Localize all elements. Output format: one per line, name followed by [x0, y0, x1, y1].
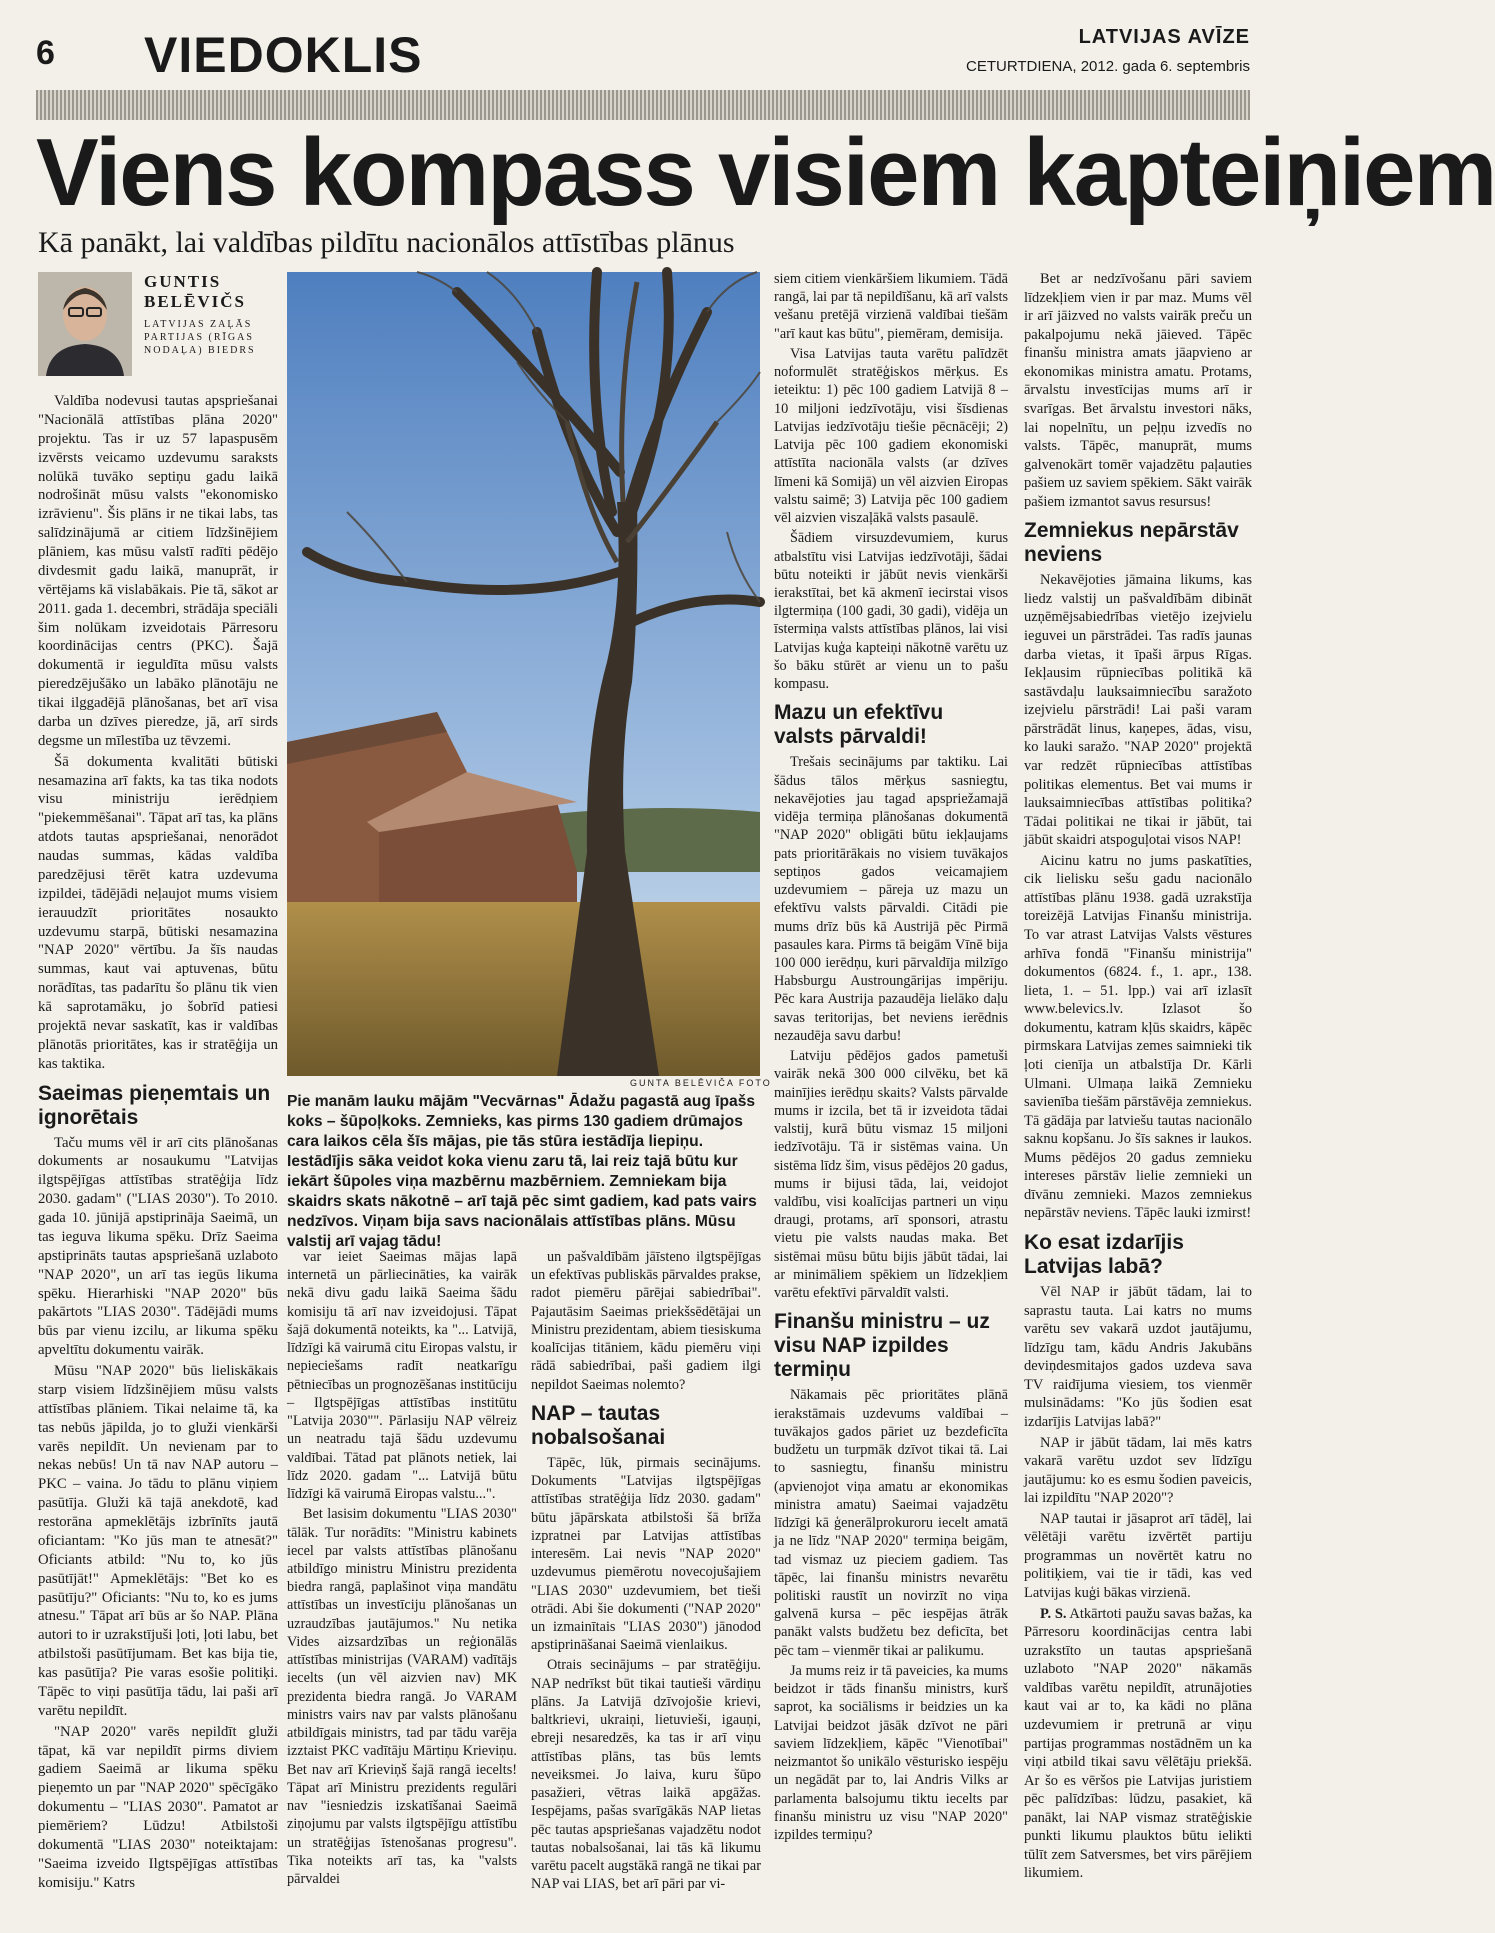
subheading: Finanšu ministru – uz visu NAP izpildes termiņu — [774, 1310, 990, 1382]
photo-credit: GUNTA BELĒVIČA FOTO — [630, 1078, 772, 1088]
newspaper-name: LATVIJAS AVĪZE — [1078, 26, 1250, 48]
paragraph: Valdība nodevusi tautas apspriešanai "Nacionālā attīstības plāna 2020" projektu. Tas ir uz 57 lapaspusēm izvērsts veicamo uzdevumu saraksts nolūkā tuvāko septiņu gadu laikā nodrošināt mūsu valsts "ekonomisko izrāvienu". Šis plāns ir ne tikai labs, tas salīdzinājumā ar citiem līdzšinējiem plāniem, kas mūsu valstī radīti pēdējo divdesmit gadu laikā, manuprāt, ir vērtējams kā vislabākais. Pie tā, sākot ar 2011. gada 1. decembri, strādāja speciāli šim nolūkam izveidotais Pārresoru koordinācijas centrs (PKC). Šajā dokumentā ir ieguldīta mūsu valsts pieredzējušāko un labāko plānotāju ne tikai ilggadējā plānošanas, bet arī visa darba un dzīves pieredze, jā, arī sirds degsme un mīlestība uz tēvzemi. — [38, 393, 278, 749]
article-title: Viens kompass visiem kapteiņiem — [36, 119, 1495, 226]
paragraph: NAP tautai ir jāsaprot arī tādēļ, lai vēlētāji varētu izvērtēt partiju programmas un novērtēt katru no politiķiem, vai tie ir tādi, kas ved Latvijas kuģi bākas virzienā. — [1024, 1510, 1252, 1601]
section-title: VIEDOKLIS — [144, 27, 423, 83]
byline — [38, 272, 278, 382]
paragraph: Bet ar nedzīvošanu pāri saviem līdzekļiem vien ir par maz. Mums vēl ir arī jāizved no valsts vairāk preču un pakalpojumu nekā jāieved. Tāpēc finanšu ministra amats jāapvieno ar ekonomikas ministra amatu. Protams, ārvalstu investīcijas mums arī ir svarīgas. Bet ārvalstu investori nāks, lai nopelnītu, un peļņu izvedīs no valsts. Tāpēc, manuprāt, mums galvenokārt tomēr vajadzētu paļauties pašiem uz saviem spēkiem. Sākt vairāk pašiem izmantot savus resursus! — [1024, 271, 1252, 510]
masthead — [36, 20, 1250, 84]
paragraph: Aicinu katru no jums paskatīties, cik lielisku sešu gadu nacionālo attīstības plānu 1938. gadā uzrakstīja toreizējā Latvijas Finanšu ministrija. To var atrast Latvijas Valsts vēstures arhīva fondā "Finanšu ministrija" dokumentos (6824. f., 1. apr., 138. lieta, 1. – 51. lpp.) vai arī izlasīt www.belevics.lv. Izlasot šo dokumentu, katram kļūs skaidrs, kāpēc pirmskara Latvijas zemes saimnieki tik ļoti cienīja un atbalstīja Dr. Kārli Ulmani. Ulmaņa laikā Zemnieku savienība tiešām pārstāvēja zemniekus. Tā gādāja par latviešu tautas nacionālo saknu kopšanu. Jo šīs saknes ir laukos. Mums pēdējos 20 gadus zemnieku intereses pārstāv lielie zemnieki un dīvānu zemnieki. Mazos zemniekus nepārstāv neviens. Tāpēc lauki izmirst! — [1024, 852, 1252, 1222]
page-number: 6 — [36, 34, 55, 72]
subheading: NAP – tautas nobalsošanai — [531, 1401, 666, 1449]
column-5 — [1024, 270, 1252, 1885]
dateline: CETURTDIENA, 2012. gada 6. septembris — [965, 58, 1250, 75]
paragraph: Nekavējoties jāmaina likums, kas liedz valstij un pašvaldībām dibināt uzņēmējsabiedrības vietējo izejvielu ieguvei un pārstrādei. Tas radīs jaunas darba vietas, it īpaši ārpus Rīgas. Iekļausim rūpniecības politikā kā sastāvdaļu lauksaimniecību saražoto izejvielu pārstrādi! Lai paši varam pārstrādāt linus, kaņepes, ādas, visu, ko lauki saražo. "NAP 2020" projektā var redzēt rūpniecības attīstības politikas elementus. Bet vai mums ir lauksaimniecības attīstības politika? Tādai politikai ne tikai ir jābūt, tai jābūt skaidri atspoguļotai visos NAP! — [1024, 572, 1252, 849]
paragraph: NAP ir jābūt tādam, lai mēs katrs vakarā varētu uzdot sev līdzīgu jautājumu: ko es esmu šodien paveicis, lai izpildītu "NAP 2020"? — [1024, 1434, 1252, 1507]
article-photo — [287, 272, 760, 1076]
subheading: Saeimas pieņemtais un ignorētais — [38, 1081, 271, 1129]
postscript — [1024, 1605, 1252, 1883]
paragraph: Mūsu "NAP 2020" būs lieliskākais starp visiem līdzšinējiem mūsu valsts attīstības plāniem. Tikai nelaime tā, ka tas nebūs jāpilda, jo to gluži vienkārši varēs nepildīt. Un nevienam par to nekas nebūs! Un tā nav NAP autoru – PKC – vaina. Jo tādu to plānu viņiem pasūtīja. Gluži kā tajā anekdotē, kad restorāna apmeklētājs izbrīnīts jautā oficiantam: "Ko jūs man te atnesāt?" Oficiants atbild: "Nu to, ko jūs pasūtījāt!" Apmeklētājs: "Bet ko es pasūtīju?" Oficiants: "Nu to, ko es jums atnesu." Tāpat arī būs ar šo NAP. Plāna autori to ir uzrakstījuši ļoti, ļoti labu, bet atbilstoši pasūtījumam. Bet kas bija tie, kas pasūtīja? Pie varas esošie politiķi. Tāpēc to viņi pasūtīja tādu, lai paši arī varētu nepildīt. — [38, 1363, 278, 1719]
author-avatar — [38, 272, 132, 376]
author-name: GUNTIS BELĒVIČS — [144, 272, 246, 311]
column-1 — [38, 392, 278, 1895]
subheading: Zemniekus nepārstāv neviens — [1024, 519, 1239, 567]
paragraph: un pašvaldībām jāīsteno ilgtspējīgas un efektīvas publiskās pārvaldes prakse, radot piemēru pārējai sabiedrībai". Pajautāsim Saeimas priekšsēdētājai un Ministru prezidentam, abiem tiesiskuma koalīcijas titāniem, kādu piemēru viņi rādā sabiedrībai, paši gadiem ilgi nepildot Saeimas nolemto? — [531, 1249, 761, 1393]
paragraph: "NAP 2020" varēs nepildīt gluži tāpat, kā var nepildīt pirms diviem gadiem Saeimā ar likuma spēku pieņemto un par "NAP 2020" spēcīgāko dokumentu – "LIAS 2030". Pamatot ar piemēriem? Lūdzu! Atbilstoši dokumentā "LIAS 2030" noteiktajam: "Saeima izveido Ilgtspējīgas attīstības komisiju." Katrs — [38, 1723, 278, 1891]
column-2 — [287, 1248, 517, 1890]
paragraph: Taču mums vēl ir arī cits plānošanas dokuments ar nosaukumu "Latvijas ilgtspējīgas attīstības stratēģija līdz 2030. gadam" ("LIAS 2030"). To 2010. gada 10. jūnijā apstiprināja Saeimā, un tas ieguva likuma spēku. Drīz Saeima apstiprināts tautas apspriešanā uzlaboto "NAP 2020", un arī tas iegūs likuma spēku. Hierarhiski "NAP 2020" būs pakārtots "LIAS 2030". Tādējādi mums būs par vienu izcilu, ar likuma spēku apveltītu dokumentu vairāk. — [38, 1134, 278, 1359]
postscript-label: P. S. — [1040, 1605, 1067, 1622]
photo-caption: Pie manām lauku mājām "Vecvārnas" Ādažu pagastā aug īpašs koks – šūpoļkoks. Zemnieks, kas pirms 130 gadiem drūmajos cara laikos cēla šīs mājas, pie tās stūra iestādīja liepiņu. Iestādījis sāka veidot koka vienu zaru tā, lai reiz tajā būtu kur iekārt šūpoles viņa mazbērnu mazbērniem. Zemniekam bija skaidrs skats nākotnē – arī tajā pēc simt gadiem, kad pats vairs nedzīvos. Viņam bija savs nacionālais attīstības plāns. Mūsu valstij arī vajag tādu! — [287, 1093, 757, 1250]
paragraph: Otrais secinājums – par stratēģiju. NAP nedrīkst būt tikai tautieši vārdiņu plāns. Ja Latvijā dzīvojošie krievi, baltkrievi, ukraiņi, lietuvieši, igauņi, ebreji nesaredzēs, ka tas ir arī viņu attīstības plāns, tas būs lemts neveiksmei. Jo laiva, kuru šūpo pasažieri, vētras laikā apgāžas. Iespējams, pašas svarīgākās NAP lietas pēc tautas apspriešanas vajadzētu nodot tautas nobalsošanai, lai tās kā likumu varētu pacelt augstākā rangā ne tikai par NAP vai LIAS, bet arī pāri par vi- — [531, 1657, 761, 1893]
article-subtitle: Kā panākt, lai valdības pildītu nacionālos attīstības plānus — [38, 226, 735, 259]
subheading: Mazu un efektīvu valsts pārvaldi! — [774, 701, 944, 749]
paragraph: Ja mums reiz ir tā paveicies, ka mums beidzot ir tāds finanšu ministrs, kurš saprot, ka sociālisms ir beidzies un ka Latvijai beidzot jāsāk dzīvot ne pāri saviem līdzekļiem, kāpēc "Vienotībai" neizmantot šo unikālo vēsturisko iespēju un negādāt par to, lai Andris Vilks ar parlamenta balsojumu tiktu iecelts par finanšu ministru uz visu "NAP 2020" izpildes termiņu? — [774, 1662, 1008, 1844]
paragraph: Trešais secinājums par taktiku. Lai šādus tālos mērķus sasniegtu, nekavējoties jau tagad apspriežamajā vidēja termiņa plānošanas dokumentā "NAP 2020" obligāti būtu iekļaujams pats prioritārākais no visiem tuvākajos septiņos gados veicamajiem uzdevumiem – pāreja uz mazu un efektīvu valsts pārvaldi. Citādi pie mums drīz būs kā Austrijā pēc Pirmā pasaules kara. Pirms tā beigām Vīnē bija 100 000 ierēdņu, kuri pārvaldīja milzīgo Habsburgu Austroungārijas impēriju. Pēc kara Austrija pazaudēja lielāko daļu savas teritorijas, bet neviens ierēdnis nezaudēja savu darbu! — [774, 754, 1008, 1044]
header-rule — [36, 90, 1250, 120]
paragraph: Šādiem virsuzdevumiem, kurus atbalstītu visi Latvijas iedzīvotāji, šādai būtu noteikti ir jābūt nevis vienkārši ierakstītai, bet kā akmenī iecirstai visos ilgtermiņa (100 gadi, 30 gadi), vidēja un īstermiņa valsts attīstības plānos, lai visi Latvijas kuģa kapteiņi nākotnē varētu uz šo bāku stūrēt ar vienu un to pašu kompasu. — [774, 530, 1008, 693]
paragraph: Vēl NAP ir jābūt tādam, lai to saprastu tauta. Lai katrs no mums varētu sev vakarā uzdot jautājumu, līdzīgu tam, kādu Andris Jakubāns deviņdesmitajos gados uzdeva sava TV raidījuma viesiem, tos vienmēr mulsinādams: "Ko jūs šodien esat izdarījis Latvijas labā?" — [1024, 1284, 1252, 1430]
subheading: Ko esat izdarījis Latvijas labā? — [1024, 1231, 1184, 1278]
paragraph: Visa Latvijas tauta varētu palīdzēt noformulēt stratēģiskos mērķus. Es ieteiktu: 1) pēc 100 gadiem Latvijā 8 – 10 miljoni iedzīvotāju, visi šīsdienas Latvijas iedzīvotāju tiešie pēcnācēji; 2) Latvija pēc 100 gadiem ekonomiski attīstīta nacionāla valsts (ar dzīves līmeni kā Somijā) un vēl aizvien Eiropas valstu saimē; 3) Latvija pēc 100 gadiem vēl aizvien viszaļākā valsts pasaulē. — [774, 345, 1008, 527]
column-4 — [774, 270, 1008, 1846]
column-3 — [531, 1248, 761, 1896]
paragraph: var ieiet Saeimas mājas lapā internetā un pārliecināties, ka vairāk nekā divu gadu laikā Saeima šādu komisiju tā arī nav izveidojusi. Tāpat šajā dokumentā noteikts, ka "... Latvijā, līdzīgi kā vairumā citu Eiropas valstu, ir nepieciešams radīt neatkarīgu pētniecības un prognozēšanas institūciju – Ilgtspējīgas attīstības institūtu "Latvija 2030"". Pārlasiju NAP vēlreiz un neatradu tajā šādu uzdevumu valdībai. Tātad pat plānots netiek, lai līdz 2020. gadam "... Latvijā būtu līdzīgi kā vairumā Eiropas valstu...". — [287, 1249, 517, 1503]
author-role: LATVIJAS ZAĻĀS PARTIJAS (RĪGAS NODAĻA) BIEDRS — [144, 319, 256, 356]
paragraph: Šā dokumenta kvalitāti būtiski nesamazina arī fakts, ka tas tika nodots visu ministriju ierēdņiem "piekemmēšanai". Tāpat arī tas, ka plāns atdots tautas apspriešanai, nenorādot naudas summas, kādas valdība paredzējusi tērēt katra uzdevuma izpildei, tādējādi neļaujot mums visiem ierauudzīt prioritātes nosaukto uzdevumu starpā, būtiski nesamazina "NAP 2020" vērtību. Ja šīs naudas summas, kaut vai aptuvenas, būtu norādītas, tas padarītu šo plānu tik vien kā saprotamāku, jo šobrīd patiesi projektā nevar saskatīt, kas ir valdības plānotās prioritātes, kas ir stratēģija un kas taktika. — [38, 753, 278, 1072]
paragraph: Tāpēc, lūk, pirmais secinājums. Dokuments "Latvijas ilgtspējīgas attīstības stratēģija līdz 2030. gadam" būtu jāpārskata atbilstoši šā brīža izpratnei par Latvijas attīstības interesēm. Lai nevis "NAP 2020" uzdevumus piemērotu novecojušajiem "LIAS 2030" uzdevumiem, bet tieši otrādi. Abi šie dokumenti ("NAP 2020" un izmainītais "LIAS 2030") jānodod apstiprināšanai Saeimā vienlaikus. — [531, 1454, 761, 1654]
paragraph: Bet lasisim dokumentu "LIAS 2030" tālāk. Tur norādīts: "Ministru kabinets iecel par valsts attīstības plānošanu atbildīgo ministru Ministru prezidenta biedra rangā, paplašinot viņa mandātu attīstības un investīciju plānošanas un uzraudzības jautājumos." Nu netika Vides aizsardzības un reģionālās attīstības ministrijas (VARAM) vadītājs iecelts (un vēl aizvien nav) MK prezidenta biedra rangā. Jo VARAM ministrs vairs nav par valsts plānošanu atbildīgais ministrs, tad par tādu varēja izztaist PKC vadītāju Mārtiņu Krieviņu. Bet nav arī Krieviņš šajā rangā iecelts! Tāpat arī Ministru prezidents regulāri nav "iesniedzis izskatīšanai Saeimā ziņojumu par valsts ilgtspējīgu attīstību un stratēģijas īstenošanas progresu". Tika noteikts arī tas, ka "valsts pārvaldei — [287, 1506, 517, 1887]
paragraph: siem citiem vienkāršiem likumiem. Tādā rangā, lai par tā nepildīšanu, kā arī valsts vešanu pretējā virzienā valdībai tiešām "arī kaut kas būtu", piemēram, demisija. — [774, 271, 1008, 342]
paragraph: Nākamais pēc prioritātes plānā ierakstāmais uzdevums valdībai – tuvākajos gados pāriet uz bezdeficīta budžetu un turpmāk dzīvot tikai tā. Lai to sasniegtu, finanšu ministru (apvienojot viņa amatu ar ekonomikas ministra amatu) Saeimai vajadzētu līdzīgi kā ģenerālprokuroru iecelt amatā ja ne līdz "NAP 2020" termiņa beigām, tad vismaz uz pieciem gadiem. Tas tāpēc, lai finanšu ministrs nevarētu politiski raustīt un novirzīt no viņa galvenā kursa – pēc iespējas ātrāk panākt valsts budžetu bez deficīta, bet pēc tam – vienmēr tikai ar palikumu. — [774, 1387, 1008, 1659]
paragraph: Latviju pēdējos gados pametuši vairāk nekā 300 000 cilvēku, bet kā mainījies ierēdņu skaits? Valsts pārvalde mums ir izcila, bet tā ir izveidota tādai valstij, kurā būtu vismaz 15 miljoni iedzīvotāju. Tā ir sistēmas vaina. Un sistēma līdz šim, visus pēdējos 20 gadus, mums ir bijusi tāda, lai, veidojot valdību, visi koalīcijas partneri un viņu draugi, protams, arī sponsori, atrastu vietu pie valsts naudas maka. Bet sistēmai mūsu būtu bijis jābūt tādai, lai ar minimāliem spēkiem un līdzekļiem varētu efektīvi pārvaldīt valsti. — [774, 1048, 1008, 1302]
postscript-text: Atkārtoti paužu savas bažas, ka Pārresoru koordinācijas centra labi uzrakstīto un tautas apspriešanā uzlaboto "NAP 2020" nākamās valdības varētu nepildīt, atrunājoties kaut vai ar to, ka kādi no plāna uzdevumiem ir pretrunā ar viņu partijas programmas nostādnēm un ka viņi atbild tikai savu vēlētāju priekšā. Ar šo es vēršos pie Latvijas juristiem pēc palīdzības: lūdzu, pasakiet, kā panākt, lai NAP vismaz stratēģiskie punkti likumu plauktos būtu ielikti tūlīt zem Satversmes, bet virs pārējiem likumiem. — [1024, 1605, 1253, 1882]
